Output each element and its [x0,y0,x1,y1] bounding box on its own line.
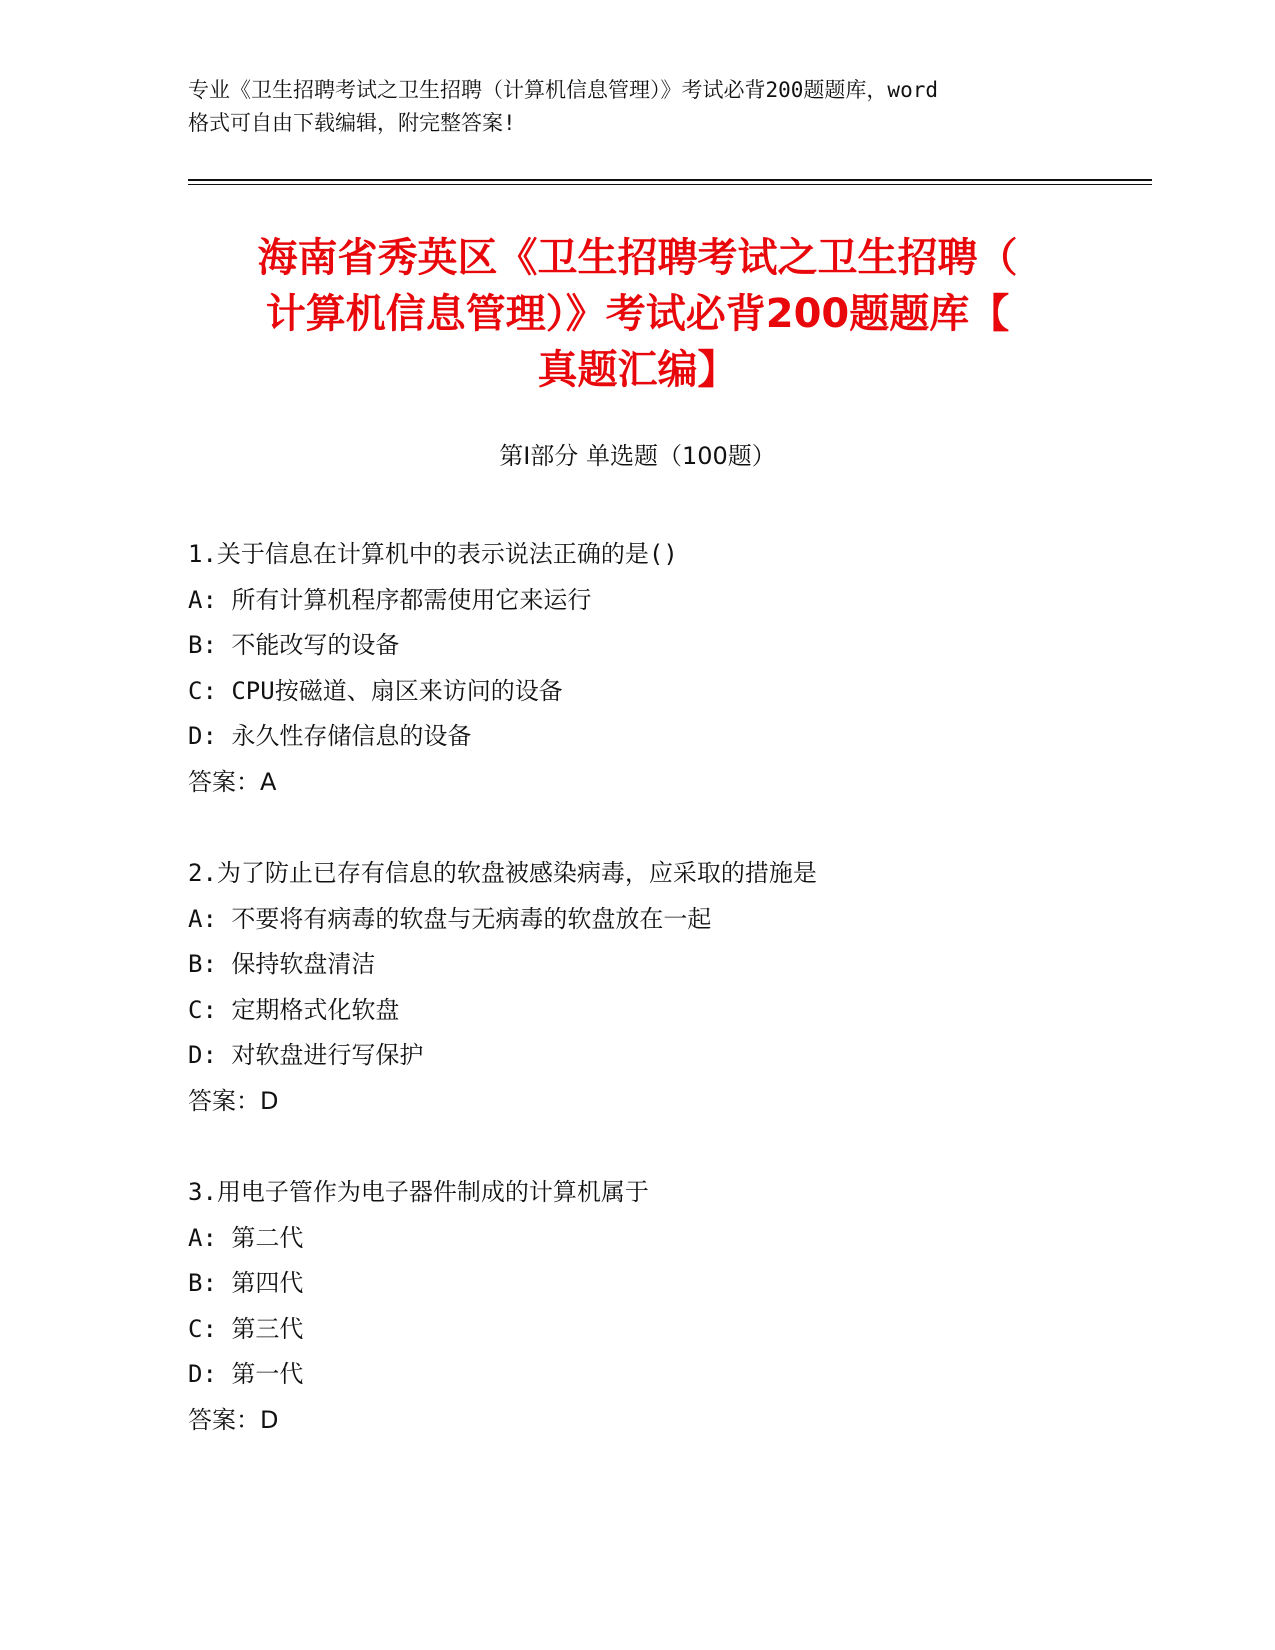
header-note-line: 专业《卫生招聘考试之卫生招聘（计算机信息管理）》考试必背200题题库，word [188,78,938,102]
question-option: C: 第三代 [188,1314,304,1343]
header-divider-thin [188,184,1152,185]
question-list [188,532,1148,1489]
header-note-line: 格式可自由下载编辑，附完整答案! [188,111,516,135]
document-title-line: 海南省秀英区《卫生招聘考试之卫生招聘（ [257,235,1018,281]
question-stem: 2.为了防止已存有信息的软盘被感染病毒，应采取的措施是 [188,859,817,887]
question-option: D: 第一代 [188,1360,304,1388]
question-option: A: 不要将有病毒的软盘与无病毒的软盘放在一起 [188,904,712,933]
question-stem: 3.用电子管作为电子器件制成的计算机属于 [188,1178,649,1206]
header-note [188,74,1088,140]
section-heading: 第I部分 单选题（100题） [499,442,776,470]
question-answer: 答案：D [188,1086,279,1115]
question-option: A: 第二代 [188,1223,304,1252]
header-divider-thick [188,179,1152,181]
question-option: A: 所有计算机程序都需使用它来运行 [188,585,592,614]
question-option: B: 不能改写的设备 [188,631,400,659]
question-option: D: 永久性存储信息的设备 [188,722,472,750]
question-option: B: 第四代 [188,1269,304,1297]
question-item [188,532,1148,805]
question-option: C: 定期格式化软盘 [188,995,400,1024]
document-title-line: 计算机信息管理）》考试必背200题题库【 [265,291,1010,337]
question-option: D: 对软盘进行写保护 [188,1041,424,1069]
question-item [188,851,1148,1124]
question-option: C: CPU按磁道、扇区来访问的设备 [188,676,563,705]
document-title [150,230,1125,398]
question-stem: 1.关于信息在计算机中的表示说法正确的是() [188,540,678,568]
document-title-line: 真题汇编】 [537,347,738,393]
question-answer: 答案：A [188,767,277,796]
question-item [188,1170,1148,1443]
question-answer: 答案：D [188,1405,279,1434]
question-option: B: 保持软盘清洁 [188,950,376,978]
